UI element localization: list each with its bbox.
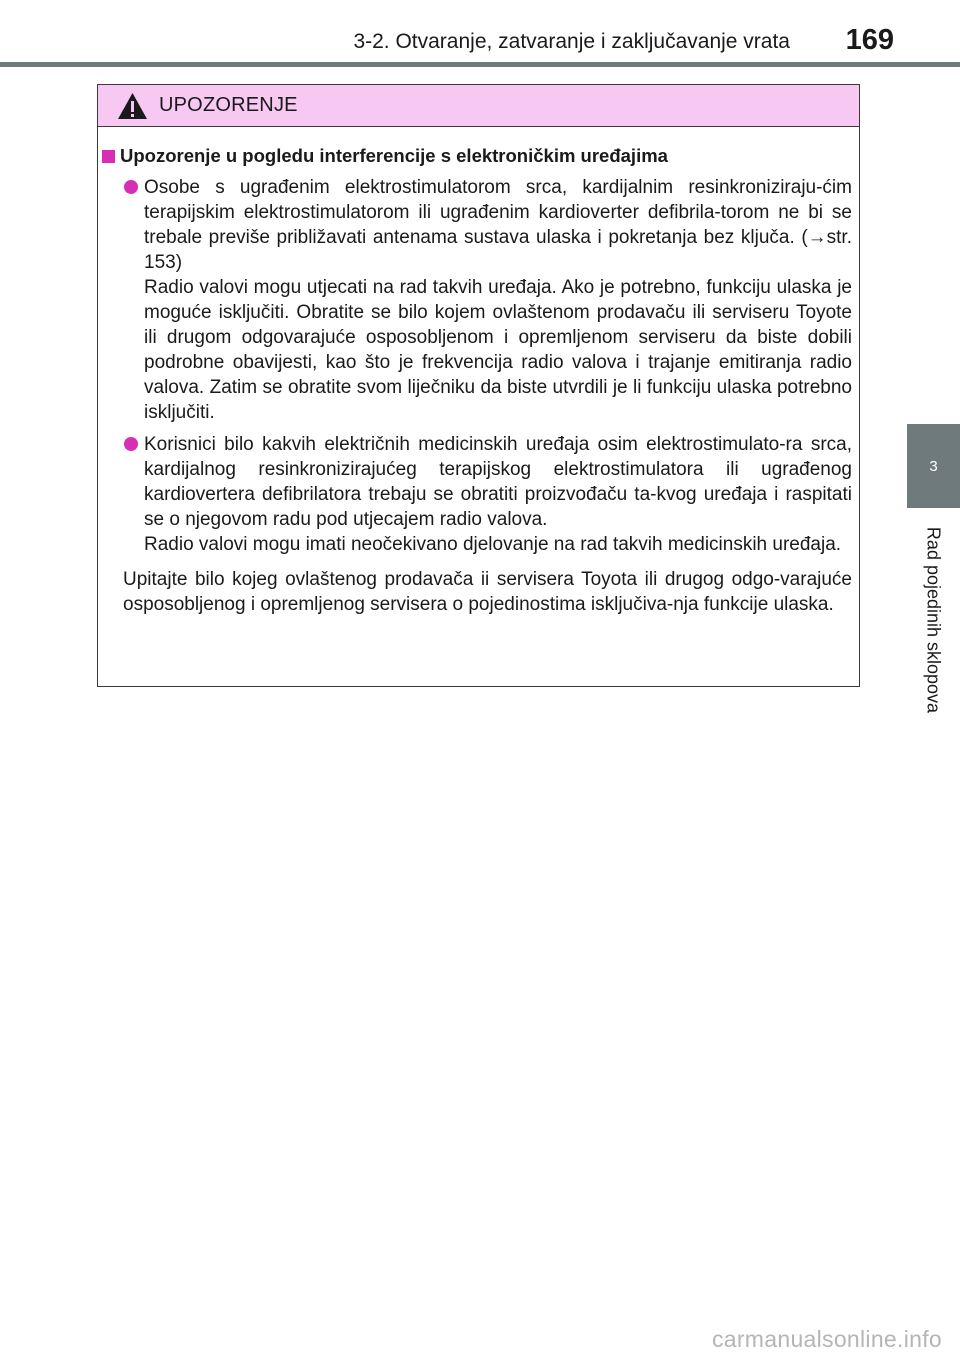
section-title: 3-2. Otvaranje, zatvaranje i zaključavanje vrata (353, 30, 790, 53)
warning-title: UPOZORENJE (159, 94, 298, 116)
list-item (102, 175, 852, 425)
paragraph: Korisnici bilo kakvih električnih medicinskih uređaja osim elektrostimulato-ra srca, kardijalnog resinkronizirajućeg terapijskog elektrostimulatora ili ugrađenog kardiovertera defibrilatora trebaju se obratiti proizvođaču ta-kvog uređaja i raspitati se o njegovom radu pod utjecajem radio valova. (144, 434, 852, 530)
header-rule (0, 62, 960, 67)
closing-paragraph: Upitajte bilo kojeg ovlaštenog prodavača ii servisera Toyota ili drugog odgo-varajuće osposobljenog i opremljenog servisera o pojedinostima isključiva-nja funkcije ulaska. (123, 569, 852, 615)
round-bullet-icon (124, 437, 138, 451)
paragraph: Osobe s ugrađenim elektrostimulatorom srca, kardijalnim resinkroniziraju-ćim terapijskim elektrostimulatorom ili ugrađenim kardioverter defibrila-torom ne bi se trebale previše približavati antenama sustava ulaska i pokretanja bez ključa. (→str. 153) (144, 177, 852, 273)
watermark[interactable]: carmanualsonline.info (711, 1326, 942, 1352)
chapter-label: Rad pojedinih sklopova (923, 526, 944, 714)
paragraph: Radio valovi mogu imati neočekivano djelovanje na rad takvih medicinskih uređaja. (144, 534, 842, 555)
chapter-tab[interactable] (907, 424, 960, 508)
round-bullet-icon (124, 180, 138, 194)
list-item (102, 432, 852, 557)
chapter-number: 3 (929, 457, 938, 475)
page-number: 169 (845, 24, 894, 56)
subheading-text: Upozorenje u pogledu interferencije s elektroničkim uređajima (120, 145, 668, 166)
warning-triangle-icon (117, 92, 148, 120)
warning-subheading (102, 145, 852, 167)
paragraph: Radio valovi mogu utjecati na rad takvih uređaja. Ako je potrebno, funkciju ulaska je moguće isključiti. Obratite se bilo kojem ovlaštenom prodavaču ili serviseru Toyote ili drugom odgovarajuće osposobljenom i opremljenom serviseru da biste dobili podrobne obavijesti, kao što je frekvencija radio valova i trajanje emitiranja radio valova. Zatim se obratite svom liječniku da biste utvrdili je li funkciju ulaska potrebno isključiti. (144, 277, 852, 423)
warning-body (98, 127, 859, 617)
warning-header (98, 85, 859, 127)
square-bullet-icon (102, 150, 115, 163)
warning-box (97, 84, 860, 687)
